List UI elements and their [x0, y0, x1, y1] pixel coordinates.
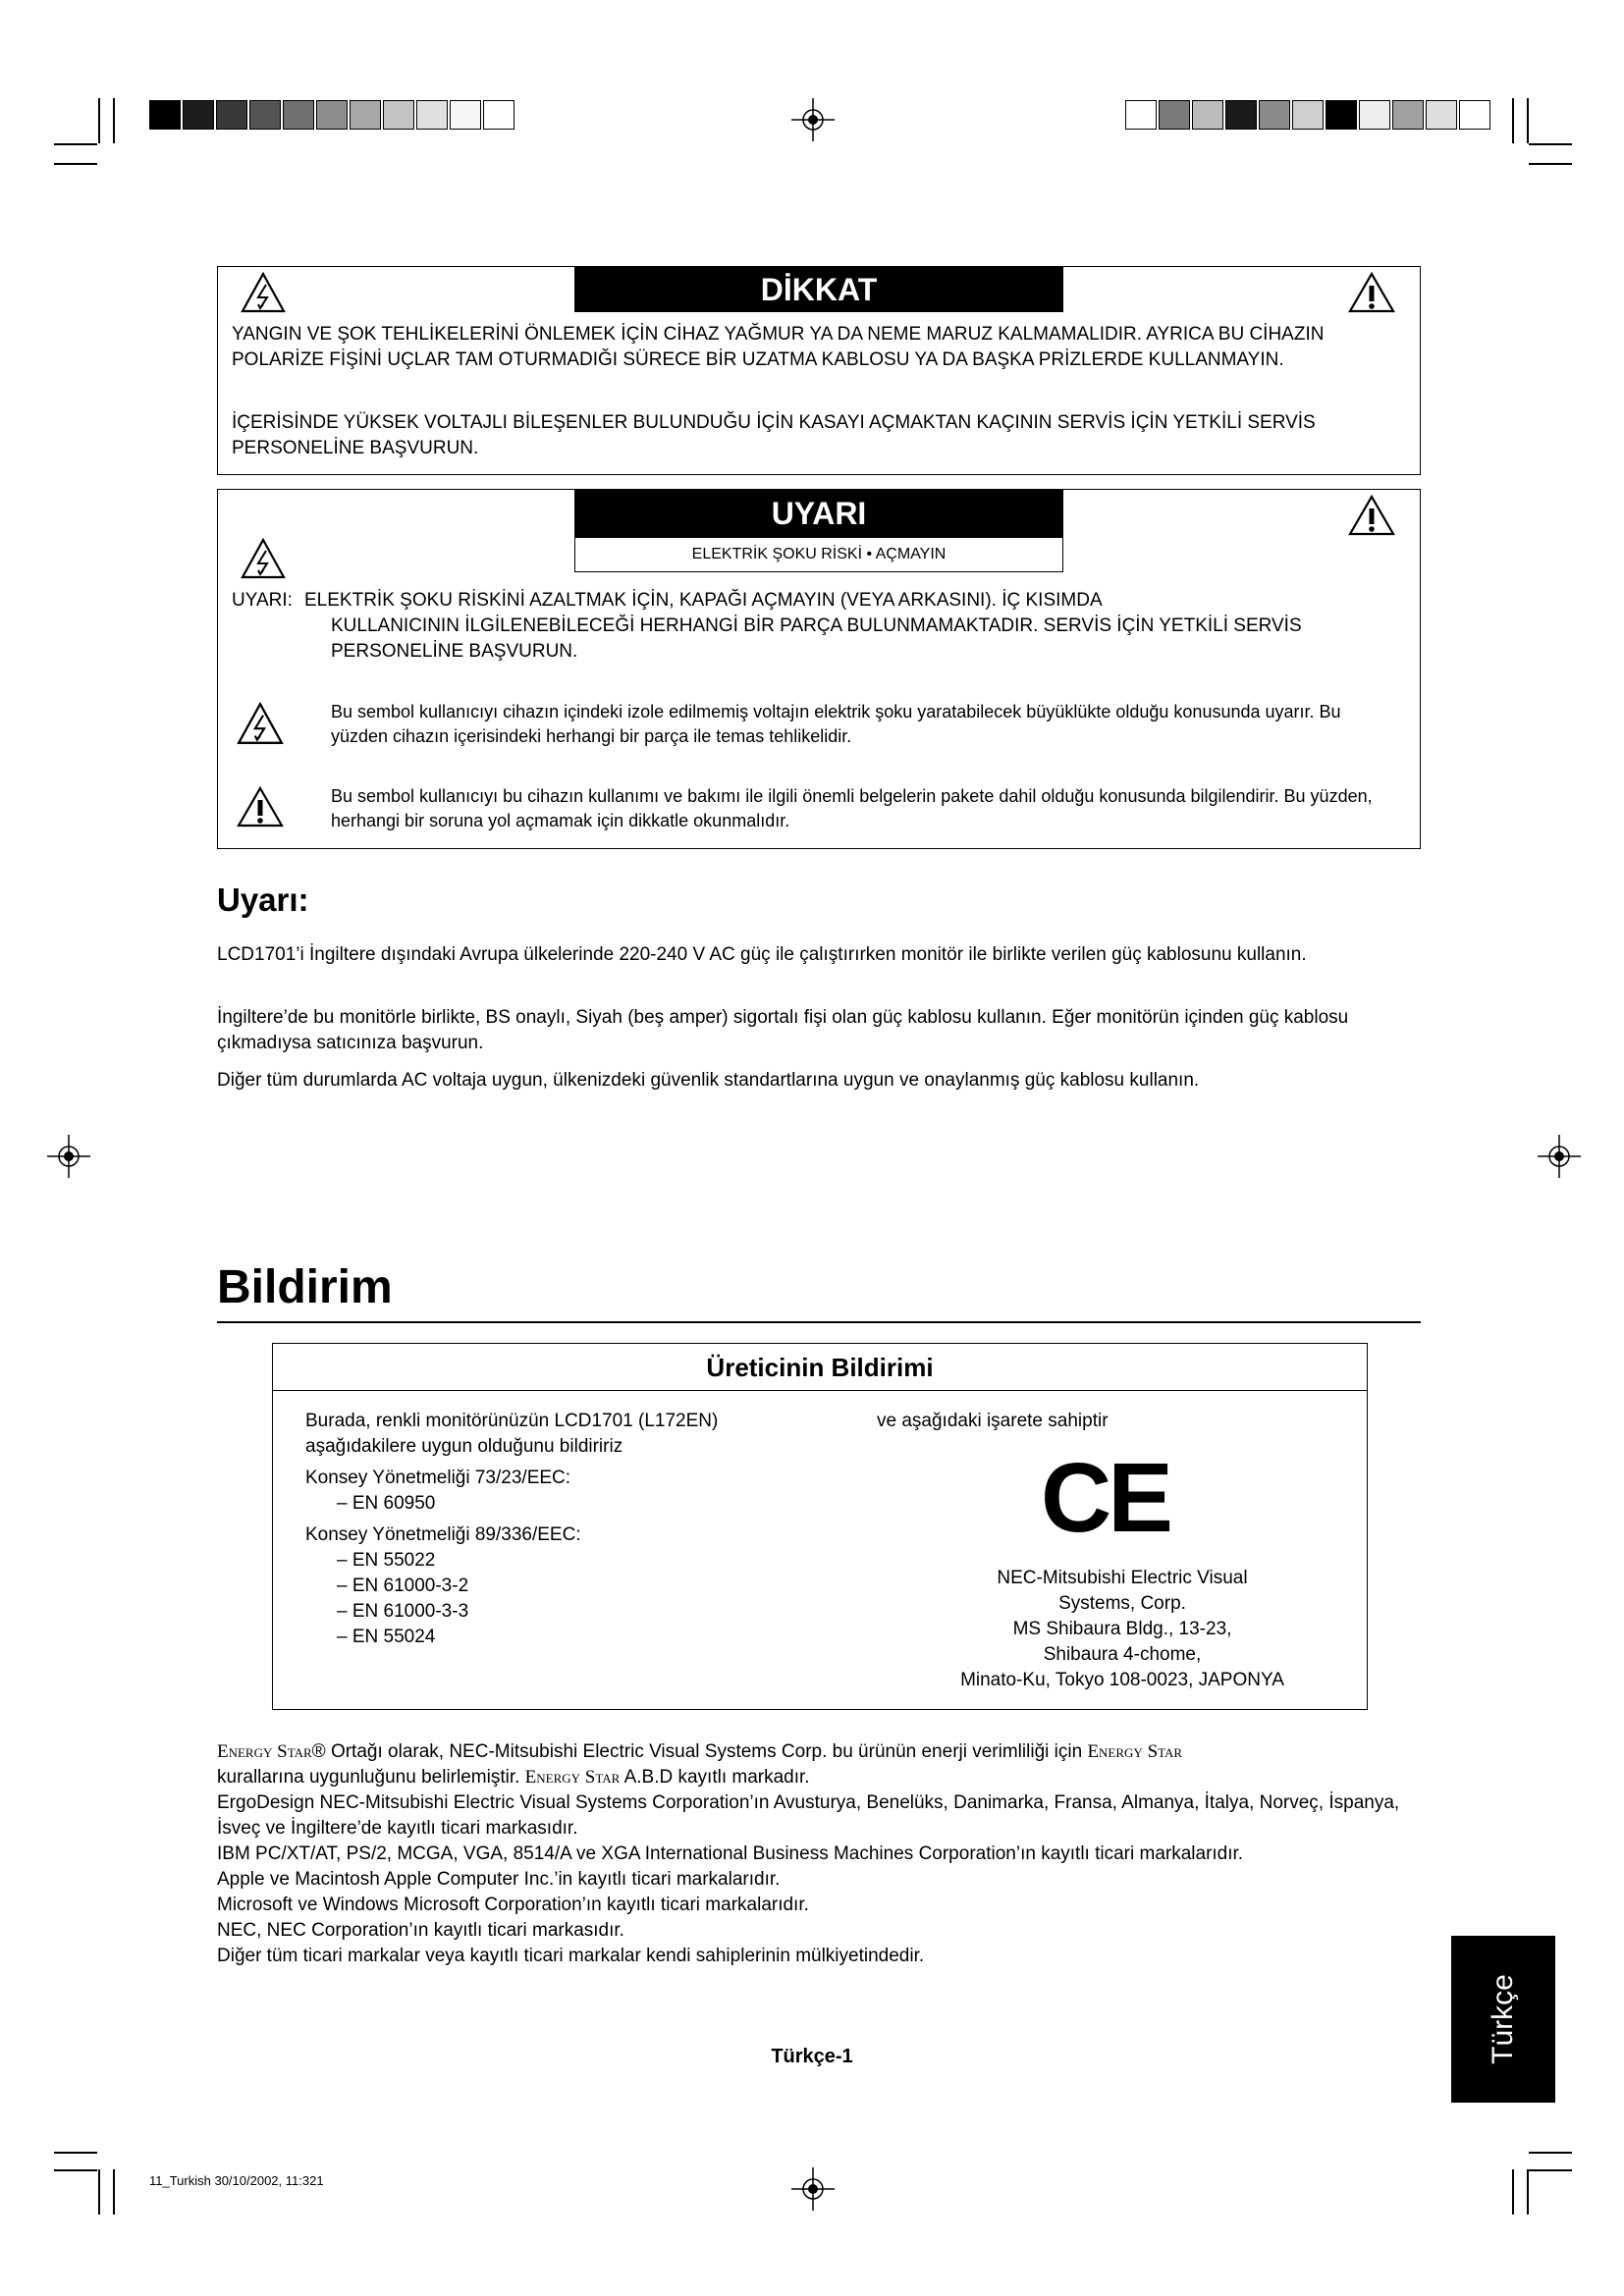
- uyari-subtitle: ELEKTRİK ŞOKU RİSKİ • AÇMAYIN: [574, 537, 1063, 572]
- color-swatch: [1125, 100, 1157, 130]
- directive-2: Konsey Yönetmeliği 89/336/EEC:: [305, 1524, 581, 1545]
- crop-mark: [1527, 98, 1529, 143]
- color-swatch: [149, 100, 181, 130]
- page-number: Türkçe-1: [771, 2046, 853, 2067]
- crop-mark: [1512, 98, 1514, 143]
- uyari-paragraph-2: İngiltere’de bu monitörle birlikte, BS onaylı, Siyah (beş amper) sigortalı fişi olan güç kablosu kullanın. Eğer monitörün içinden güç kablosu çıkmadıysa satıcınıza başvurun.: [217, 1007, 1349, 1053]
- color-swatch: [316, 100, 348, 130]
- declaration-title: Üreticinin Bildirimi: [273, 1344, 1367, 1391]
- directive-2-item: – EN 61000-3-3: [337, 1601, 469, 1622]
- color-swatch: [283, 100, 314, 130]
- symbol-2-description: Bu sembol kullanıcıyı bu cihazın kullanımı ve bakımı ile ilgili önemli belgelerin pakete dahil olduğu konusunda bilgilendirir. Bu yüzden, herhangi bir soruna yol açmamak için dikkatle okunmalıdır.: [331, 786, 1373, 830]
- crop-mark: [1529, 143, 1572, 145]
- color-swatch: [450, 100, 481, 130]
- declaration-intro-1: Burada, renkli monitörünüzün LCD1701 (L172EN): [305, 1411, 719, 1431]
- uyari-box: [217, 489, 1421, 849]
- directive-1: Konsey Yönetmeliği 73/23/EEC:: [305, 1468, 571, 1488]
- exclamation-warning-icon: [1347, 494, 1396, 537]
- color-swatch: [416, 100, 448, 130]
- directive-2-item: – EN 61000-3-2: [337, 1575, 469, 1596]
- energy-star-text: A.B.D kayıtlı markadır.: [620, 1767, 810, 1788]
- dikkat-paragraph-2: İÇERİSİNDE YÜKSEK VOLTAJLI BİLEŞENLER BULUNDUĞU İÇİN KASAYI AÇMAKTAN KAÇININ SERVİS İÇİN YETKİLİ SERVİS PERSONELİNE BAŞVURUN.: [232, 412, 1316, 458]
- crop-mark: [1512, 2169, 1514, 2215]
- trademarks-block: [217, 1739, 1425, 1969]
- dikkat-paragraph-1: YANGIN VE ŞOK TEHLİKELERİNİ ÖNLEMEK İÇİN CİHAZ YAĞMUR YA DA NEME MARUZ KALMAMALIDIR. AYRICA BU CİHAZIN POLARİZE FİŞİNİ UÇLAR TAM OTURMADIĞI SÜRECE BİR UZATMA KABLOSU YA DA BAŞKA PRİZLERDE KULLANMAYIN.: [232, 324, 1325, 370]
- trademark-line: Apple ve Macintosh Apple Computer Inc.’in kayıtlı ticari markalarıdır.: [217, 1869, 781, 1890]
- crop-mark: [54, 2152, 97, 2154]
- color-swatch: [483, 100, 514, 130]
- crop-mark: [98, 98, 100, 143]
- dikkat-box: [217, 266, 1421, 475]
- bildirim-heading: Bildirim: [217, 1261, 393, 1313]
- crop-mark: [1527, 2169, 1529, 2215]
- crop-mark: [113, 98, 115, 143]
- trademark-line: Microsoft ve Windows Microsoft Corporation’ın kayıtlı ticari markalarıdır.: [217, 1895, 809, 1915]
- language-tab: [1451, 1936, 1555, 2103]
- lightning-warning-icon: [236, 701, 285, 746]
- color-swatch: [1359, 100, 1390, 130]
- color-swatch: [1259, 100, 1290, 130]
- energy-star-name: Energy Star: [1087, 1741, 1183, 1762]
- color-swatch: [216, 100, 247, 130]
- address-line: Minato-Ku, Tokyo 108-0023, JAPONYA: [960, 1670, 1284, 1690]
- color-swatch: [350, 100, 381, 130]
- crop-mark: [1529, 163, 1572, 165]
- color-swatch: [249, 100, 281, 130]
- registration-mark-icon: [1538, 1135, 1581, 1178]
- color-swatch: [1192, 100, 1223, 130]
- trademark-line: Diğer tüm ticari markalar veya kayıtlı ticari markalar kendi sahiplerinin mülkiyetindedir.: [217, 1946, 925, 1966]
- energy-star-name: Energy Star: [217, 1741, 312, 1762]
- color-swatch: [1426, 100, 1457, 130]
- color-swatch: [183, 100, 214, 130]
- color-swatch: [1326, 100, 1357, 130]
- declaration-right-top: ve aşağıdaki işarete sahiptir: [877, 1411, 1109, 1431]
- print-info: 11_Turkish 30/10/2002, 11:321: [149, 2173, 324, 2188]
- trademark-line: IBM PC/XT/AT, PS/2, MCGA, VGA, 8514/A ve XGA International Business Machines Corporation’ın kayıtlı ticari markalarıdır.: [217, 1843, 1244, 1864]
- crop-mark: [54, 163, 97, 165]
- section-divider: [217, 1321, 1421, 1323]
- crop-mark: [1529, 2169, 1572, 2171]
- color-swatch: [1225, 100, 1257, 130]
- registration-mark-icon: [791, 98, 835, 141]
- manufacturer-address: [901, 1566, 1343, 1693]
- uyari-paragraph-1: LCD1701’i İngiltere dışındaki Avrupa ülkelerinde 220-240 V AC güç ile çalıştırırken monitör ile birlikte verilen güç kablosunu kullanın.: [217, 944, 1307, 965]
- symbol-1-description: Bu sembol kullanıcıyı cihazın içindeki izole edilmemiş voltajın elektrik şoku yaratabilecek büyüklükte olduğu konusunda uyarır. Bu yüzden cihazın içerisindeki herhangi bir parça ile temas tehlikelidir.: [331, 702, 1341, 746]
- uyari-lead: UYARI:: [232, 590, 293, 611]
- registration-mark-icon: [47, 1135, 90, 1178]
- uyari-title: UYARI: [574, 490, 1063, 537]
- crop-mark: [1529, 2152, 1572, 2154]
- crop-mark: [113, 2169, 115, 2215]
- directive-1-item: – EN 60950: [337, 1493, 436, 1514]
- declaration-box: [272, 1343, 1368, 1710]
- energy-star-text: kurallarına uygunluğunu belirlemiştir.: [217, 1767, 525, 1788]
- lightning-warning-icon: [240, 271, 287, 314]
- color-swatch: [1292, 100, 1324, 130]
- crop-mark: [98, 2169, 100, 2215]
- color-swatch: [1392, 100, 1424, 130]
- dikkat-title: DİKKAT: [574, 267, 1063, 312]
- uyari-warning-line1: ELEKTRİK ŞOKU RİSKİNİ AZALTMAK İÇİN, KAPAĞI AÇMAYIN (VEYA ARKASINI). İÇ KISIMDA: [304, 590, 1103, 611]
- uyari-warning-rest: KULLANICININ İLGİLENEBİLECEĞİ HERHANGİ BİR PARÇA BULUNMAMAKTADIR. SERVİS İÇİN YETKİLİ SERVİS PERSONELİNE BAŞVURUN.: [331, 615, 1302, 662]
- registration-mark-icon: [791, 2167, 835, 2211]
- language-tab-label: Türkçe: [1487, 1974, 1519, 2064]
- trademark-line: ErgoDesign NEC-Mitsubishi Electric Visual Systems Corporation’ın Avusturya, Benelüks, Danimarka, Fransa, Almanya, İtalya, Norveç, İspanya, İsveç ve İngiltere’de kayıtlı ticari markasıdır.: [217, 1792, 1400, 1839]
- lightning-warning-icon: [240, 537, 287, 580]
- color-bar-left: [149, 100, 516, 130]
- color-swatch: [1159, 100, 1190, 130]
- ce-mark: CE: [1041, 1443, 1169, 1553]
- directive-2-item: – EN 55024: [337, 1627, 436, 1647]
- color-bar-right: [1125, 100, 1492, 130]
- trademark-line: NEC, NEC Corporation’ın kayıtlı ticari markasıdır.: [217, 1920, 624, 1941]
- crop-mark: [54, 143, 97, 145]
- declaration-intro-2: aşağıdakilere uygun olduğunu bildiririz: [305, 1436, 623, 1457]
- address-line: Shibaura 4-chome,: [1043, 1644, 1202, 1665]
- address-line: Systems, Corp.: [1058, 1593, 1186, 1614]
- address-line: NEC-Mitsubishi Electric Visual: [997, 1568, 1248, 1588]
- color-swatch: [383, 100, 414, 130]
- energy-star-notice: [217, 1739, 1425, 1790]
- directive-2-item: – EN 55022: [337, 1550, 436, 1571]
- exclamation-warning-icon: [1347, 271, 1396, 314]
- uyari-heading: Uyarı:: [217, 881, 309, 918]
- exclamation-warning-icon: [236, 784, 285, 829]
- energy-star-text: ® Ortağı olarak, NEC-Mitsubishi Electric Visual Systems Corp. bu ürünün enerji verimliliği için: [311, 1741, 1088, 1762]
- energy-star-name: Energy Star: [524, 1767, 621, 1788]
- declaration-left: [305, 1409, 718, 1650]
- address-line: MS Shibaura Bldg., 13-23,: [1012, 1619, 1232, 1639]
- uyari-paragraph-3: Diğer tüm durumlarda AC voltaja uygun, ülkenizdeki güvenlik standartlarına uygun ve onaylanmış güç kablosu kullanın.: [217, 1070, 1200, 1091]
- color-swatch: [1459, 100, 1490, 130]
- crop-mark: [54, 2169, 97, 2171]
